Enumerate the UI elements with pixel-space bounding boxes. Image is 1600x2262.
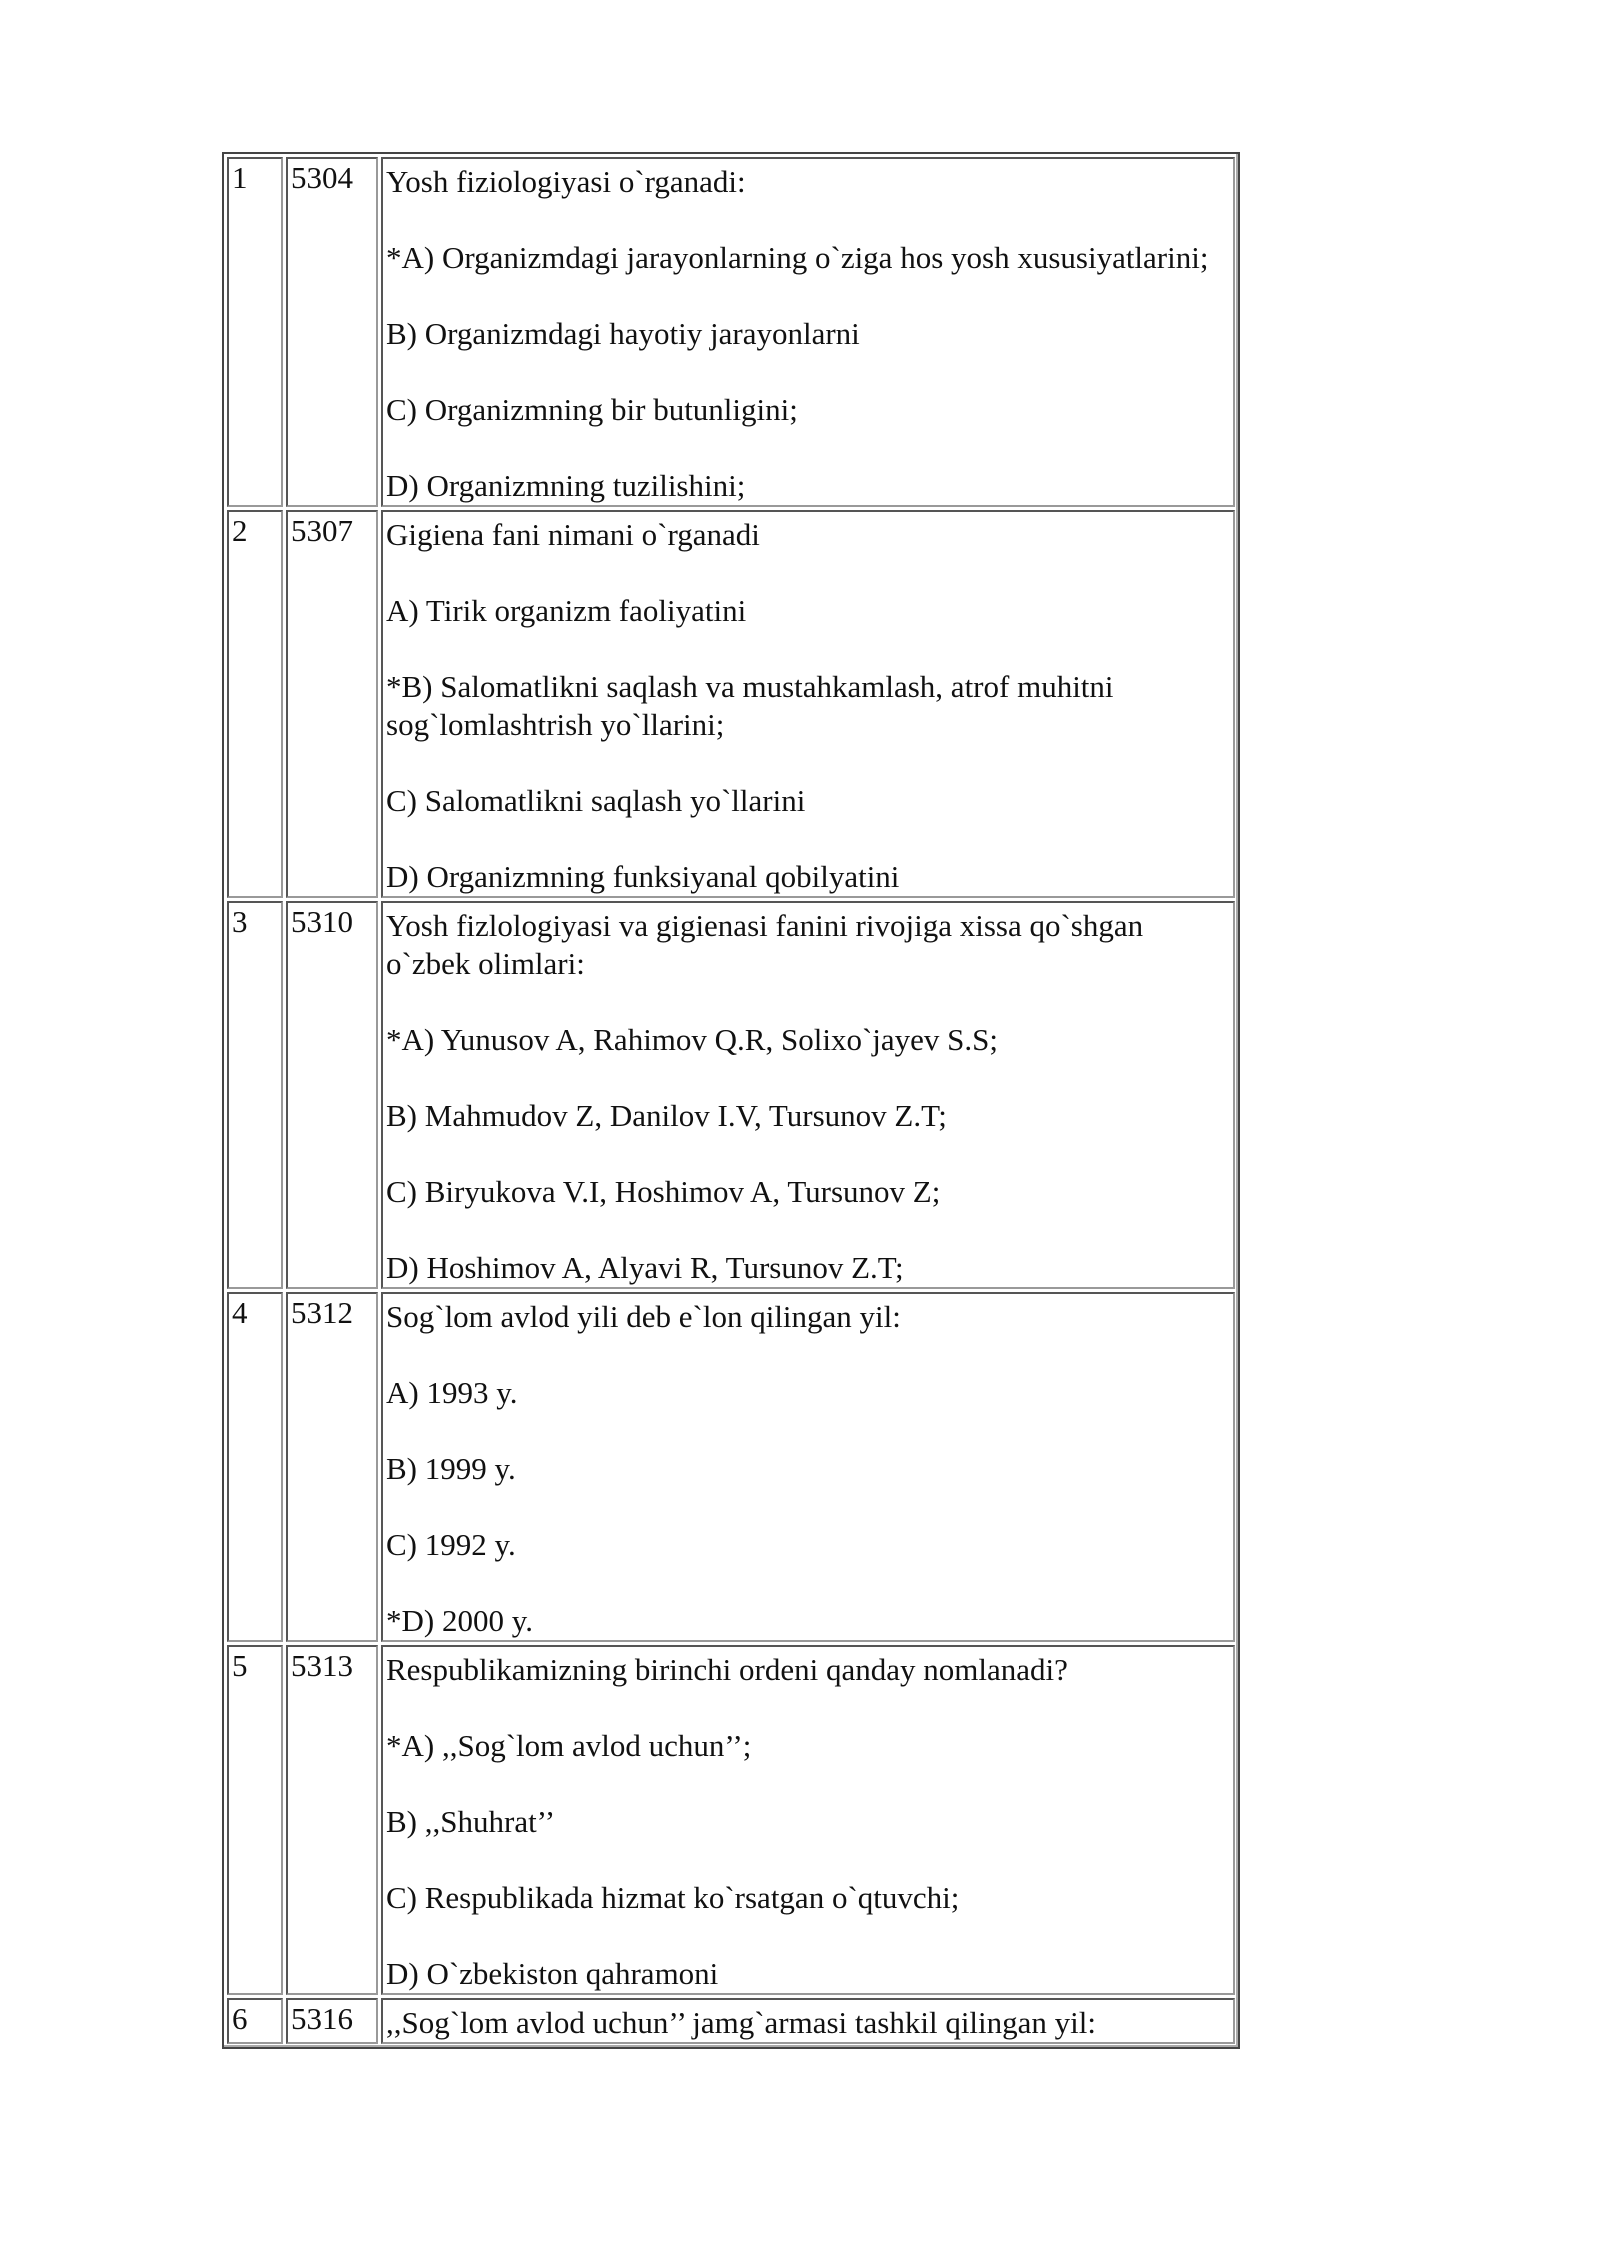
questions-table-body <box>227 157 1235 2044</box>
answer-option: C) Biryukova V.I, Hoshimov A, Tursunov Z; <box>386 1174 941 1209</box>
question-text: ,,Sog`lom avlod uchun’’ jamg`armasi tashkil qilingan yil: <box>386 2005 1097 2040</box>
row-number: 4 <box>227 1292 283 1642</box>
question-text: Respublikamizning birinchi ordeni qanday nomlanadi? <box>386 1652 1068 1687</box>
question-code: 5304 <box>286 157 378 507</box>
answer-option: *A) Organizmdagi jarayonlarning o`ziga hos yosh xususiyatlarini; <box>386 240 1209 275</box>
row-number: 6 <box>227 1998 283 2044</box>
answer-option: A) 1993 y. <box>386 1375 518 1410</box>
answer-option: C) Salomatlikni saqlash yo`llarini <box>386 783 806 818</box>
table-row <box>227 1292 1235 1642</box>
question-code: 5307 <box>286 510 378 898</box>
row-number: 5 <box>227 1645 283 1995</box>
answer-option: B) Organizmdagi hayotiy jarayonlarni <box>386 316 860 351</box>
answer-option: C) Respublikada hizmat ko`rsatgan o`qtuvchi; <box>386 1880 960 1915</box>
answer-option: *B) Salomatlikni saqlash va mustahkamlash, atrof muhitni sog`lomlashtrish yo`llarini; <box>386 669 1114 742</box>
answer-option: B) Mahmudov Z, Danilov I.V, Tursunov Z.T; <box>386 1098 947 1133</box>
table-row <box>227 510 1235 898</box>
question-cell <box>381 1998 1235 2044</box>
answer-option: B) 1999 y. <box>386 1451 516 1486</box>
answer-option: C) Organizmning bir butunligini; <box>386 392 798 427</box>
question-cell <box>381 1645 1235 1995</box>
question-code: 5310 <box>286 901 378 1289</box>
question-cell <box>381 1292 1235 1642</box>
question-cell <box>381 157 1235 507</box>
question-text: Sog`lom avlod yili deb e`lon qilingan yil: <box>386 1299 901 1334</box>
table-row <box>227 1645 1235 1995</box>
question-code: 5316 <box>286 1998 378 2044</box>
question-code: 5312 <box>286 1292 378 1642</box>
question-text: Yosh fiziologiyasi o`rganadi: <box>386 164 746 199</box>
answer-option: D) Hoshimov A, Alyavi R, Tursunov Z.T; <box>386 1250 904 1285</box>
row-number: 3 <box>227 901 283 1289</box>
answer-option: A) Tirik organizm faoliyatini <box>386 593 747 628</box>
answer-option: *A) ,,Sog`lom avlod uchun’’; <box>386 1728 752 1763</box>
questions-table <box>222 152 1240 2049</box>
question-text: Yosh fizlologiyasi va gigienasi fanini rivojiga xissa qo`shgan o`zbek olimlari: <box>386 908 1144 981</box>
answer-option: D) Organizmning tuzilishini; <box>386 468 746 503</box>
row-number: 2 <box>227 510 283 898</box>
table-row <box>227 157 1235 507</box>
answer-option: D) Organizmning funksiyanal qobilyatini <box>386 859 900 894</box>
answer-option: C) 1992 y. <box>386 1527 516 1562</box>
question-code: 5313 <box>286 1645 378 1995</box>
question-cell <box>381 510 1235 898</box>
answer-option: *A) Yunusov A, Rahimov Q.R, Solixo`jayev S.S; <box>386 1022 998 1057</box>
answer-option: D) O`zbekiston qahramoni <box>386 1956 719 1991</box>
answer-option: *D) 2000 y. <box>386 1603 533 1638</box>
row-number: 1 <box>227 157 283 507</box>
question-cell <box>381 901 1235 1289</box>
table-row <box>227 1998 1235 2044</box>
table-row <box>227 901 1235 1289</box>
answer-option: B) ,,Shuhrat’’ <box>386 1804 556 1839</box>
question-text: Gigiena fani nimani o`rganadi <box>386 517 760 552</box>
